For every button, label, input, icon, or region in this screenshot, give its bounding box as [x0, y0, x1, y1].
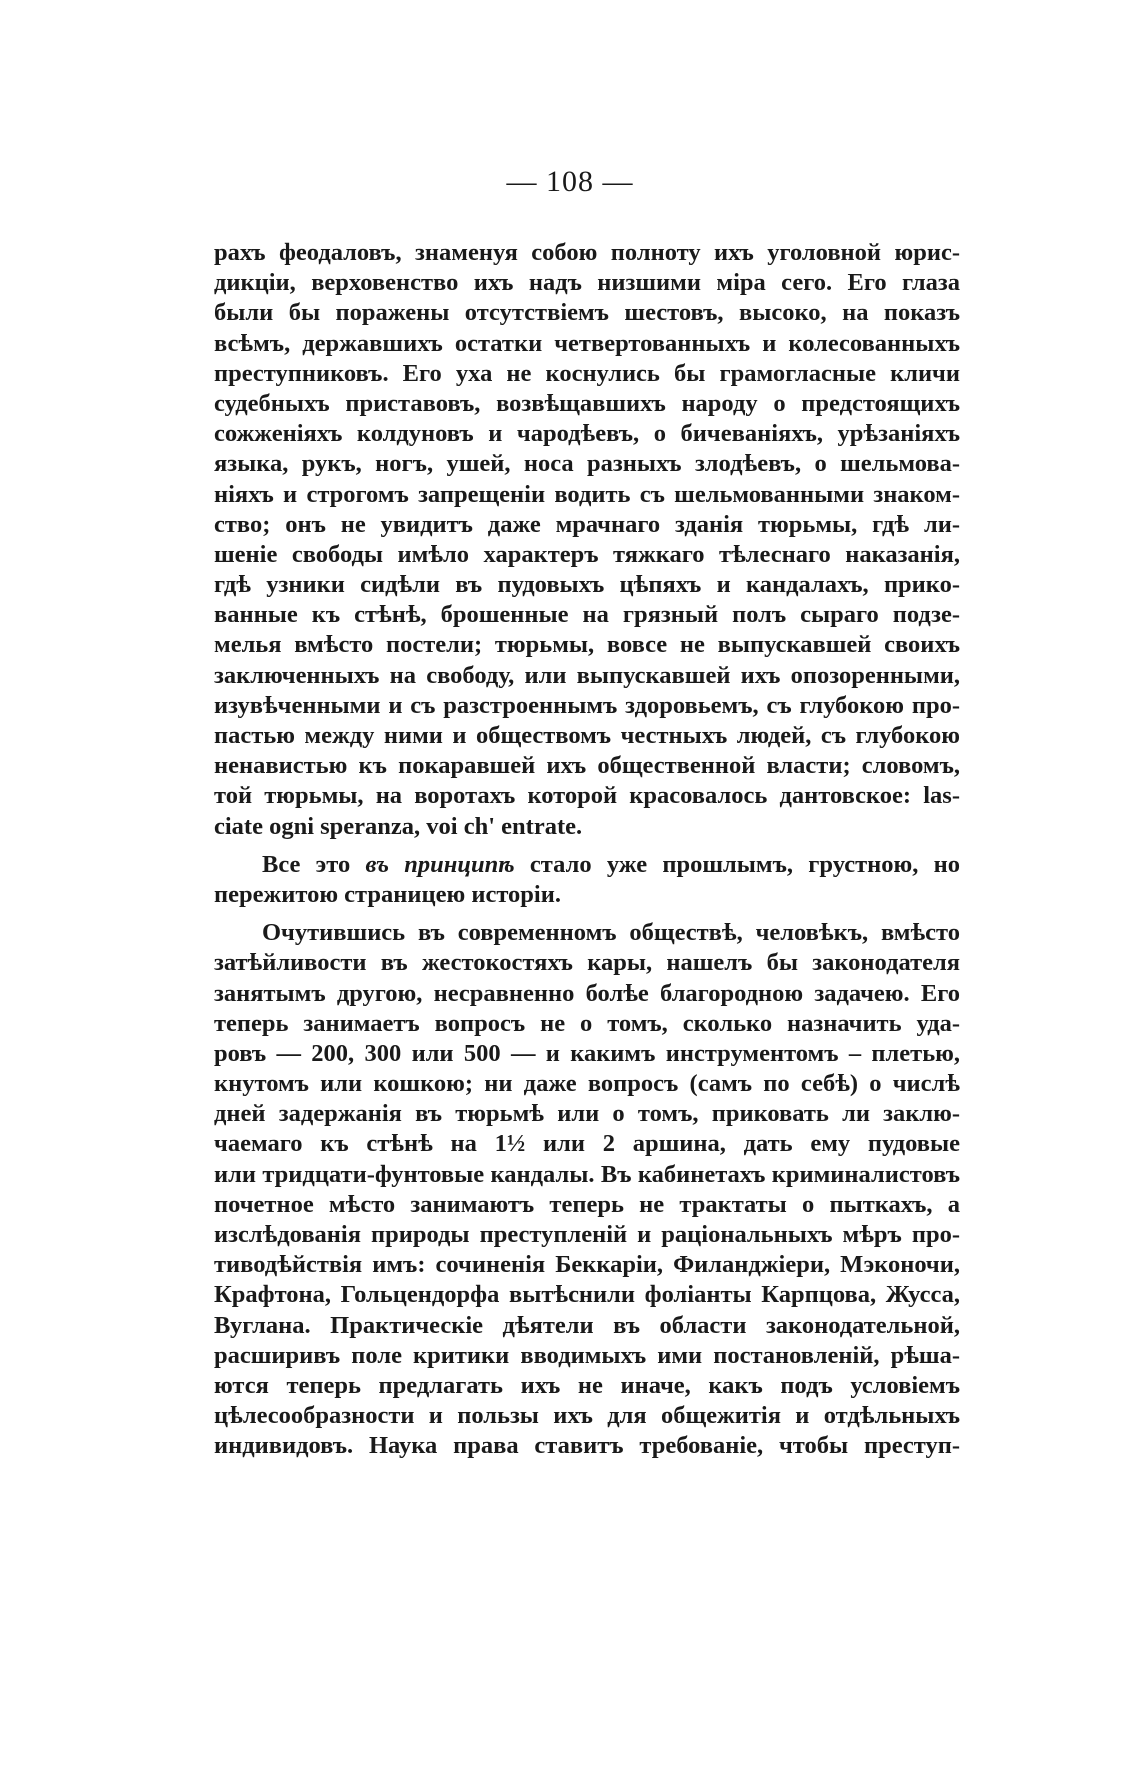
text-line: судебныхъ приставовъ, возвѣщавшихъ народу о предстоящихъ	[214, 389, 960, 417]
text-line: ciate ogni speranza, voi ch' entrate.	[214, 812, 583, 840]
text-line: индивидовъ. Наука права ставитъ требованіе, чтобы преступ-	[214, 1432, 960, 1460]
text-line: дикціи, верховенство ихъ надъ низшими міра сего. Его глаза	[214, 269, 960, 297]
page-number: — 108 —	[506, 165, 634, 198]
text-line: языка, рукъ, ногъ, ушей, носа разныхъ злодѣевъ, о шельмова-	[214, 450, 960, 478]
paragraph-1	[214, 238, 960, 842]
text-line: цѣлесообразности и пользы ихъ для общежитія и отдѣльныхъ	[214, 1402, 960, 1430]
text-line: мелья вмѣсто постели; тюрьмы, вовсе не выпускавшей своихъ	[214, 631, 960, 659]
text-line: гдѣ узники сидѣли въ пудовыхъ цѣпяхъ и кандалахъ, прико-	[214, 571, 960, 599]
text-line: ровъ — 200, 300 или 500 — и какимъ инструментомъ – плетью,	[214, 1039, 960, 1067]
text-line: ненавистью къ покаравшей ихъ общественной власти; словомъ,	[214, 752, 960, 780]
text-line: занятымъ другою, несравненно болѣе благородною задачею. Его	[214, 979, 960, 1007]
text-line: почетное мѣсто занимаютъ теперь не трактаты о пыткахъ, а	[214, 1190, 960, 1218]
emphasis-text: въ принципѣ	[365, 850, 515, 878]
text-line: расширивъ поле критики вводимыхъ ими постановленій, рѣша-	[214, 1341, 960, 1369]
text-line: Крафтона, Гольцендорфа вытѣснили фоліанты Карпцова, Жусса,	[214, 1281, 960, 1309]
text-line: затѣйливости въ жестокостяхъ кары, нашелъ бы законодателя	[214, 949, 960, 977]
text-line: всѣмъ, державшихъ остатки четвертованныхъ и колесованныхъ	[214, 329, 960, 357]
text-line: дней задержанія въ тюрьмѣ или о томъ, приковать ли заклю-	[214, 1100, 960, 1128]
text-run: стало уже прошлымъ, грустною, но	[529, 850, 960, 878]
text-line: кнутомъ или кошкою; ни даже вопросъ (самъ по себѣ) о числѣ	[214, 1070, 960, 1098]
paragraph-2	[214, 850, 960, 910]
text-line: изувѣченными и съ разстроеннымъ здоровьемъ, съ глубокою про-	[214, 691, 960, 719]
text-line: ются теперь предлагать ихъ не иначе, какъ подъ условіемъ	[214, 1371, 960, 1399]
text-line	[214, 850, 960, 880]
text-line: Очутившись въ современномъ обществѣ, человѣкъ, вмѣсто	[262, 919, 960, 947]
text-line: пастью между ними и обществомъ честныхъ людей, съ глубокою	[214, 722, 960, 749]
body-text	[214, 238, 960, 1462]
text-line: сожженіяхъ колдуновъ и чародѣевъ, о бичеваніяхъ, урѣзаніяхъ	[214, 420, 960, 448]
text-line: ніяхъ и строгомъ запрещеніи водить съ шельмованными знаком-	[214, 480, 960, 508]
text-line: были бы поражены отсутствіемъ шестовъ, высоко, на показъ	[214, 299, 960, 327]
text-line: пережитою страницею исторіи.	[214, 880, 561, 908]
text-line: тиводѣйствія имъ: сочиненія Беккаріи, Филанджіери, Мэконочи,	[214, 1251, 960, 1279]
text-run: Все это	[262, 850, 351, 878]
text-line: преступниковъ. Его уха не коснулись бы грамогласные кличи	[214, 359, 960, 387]
text-line: той тюрьмы, на воротахъ которой красовалось дантовское: las-	[214, 782, 960, 810]
text-line: ванные къ стѣнѣ, брошенные на грязный полъ сыраго подзе-	[214, 601, 960, 629]
text-line: или тридцати-фунтовые кандалы. Въ кабинетахъ криминалистовъ	[214, 1160, 960, 1188]
text-line: теперь занимаетъ вопросъ не о томъ, сколько назначить уда-	[214, 1009, 960, 1037]
text-line: ство; онъ не увидитъ даже мрачнаго зданія тюрьмы, гдѣ ли-	[214, 510, 960, 538]
text-line: изслѣдованія природы преступленій и раціональныхъ мѣръ про-	[214, 1221, 960, 1248]
text-line: чаемаго къ стѣнѣ на 1½ или 2 аршина, дать ему пудовые	[214, 1130, 960, 1158]
text-line: шеніе свободы имѣло характеръ тяжкаго тѣлеснаго наказанія,	[214, 540, 960, 568]
text-line: заключенныхъ на свободу, или выпускавшей ихъ опозоренными,	[214, 661, 960, 689]
text-line: рахъ феодаловъ, знаменуя собою полноту ихъ уголовной юрис-	[214, 239, 960, 266]
paragraph-3	[214, 918, 960, 1461]
text-line: Вуглана. Практическіе дѣятели въ области законодательной,	[214, 1311, 960, 1339]
